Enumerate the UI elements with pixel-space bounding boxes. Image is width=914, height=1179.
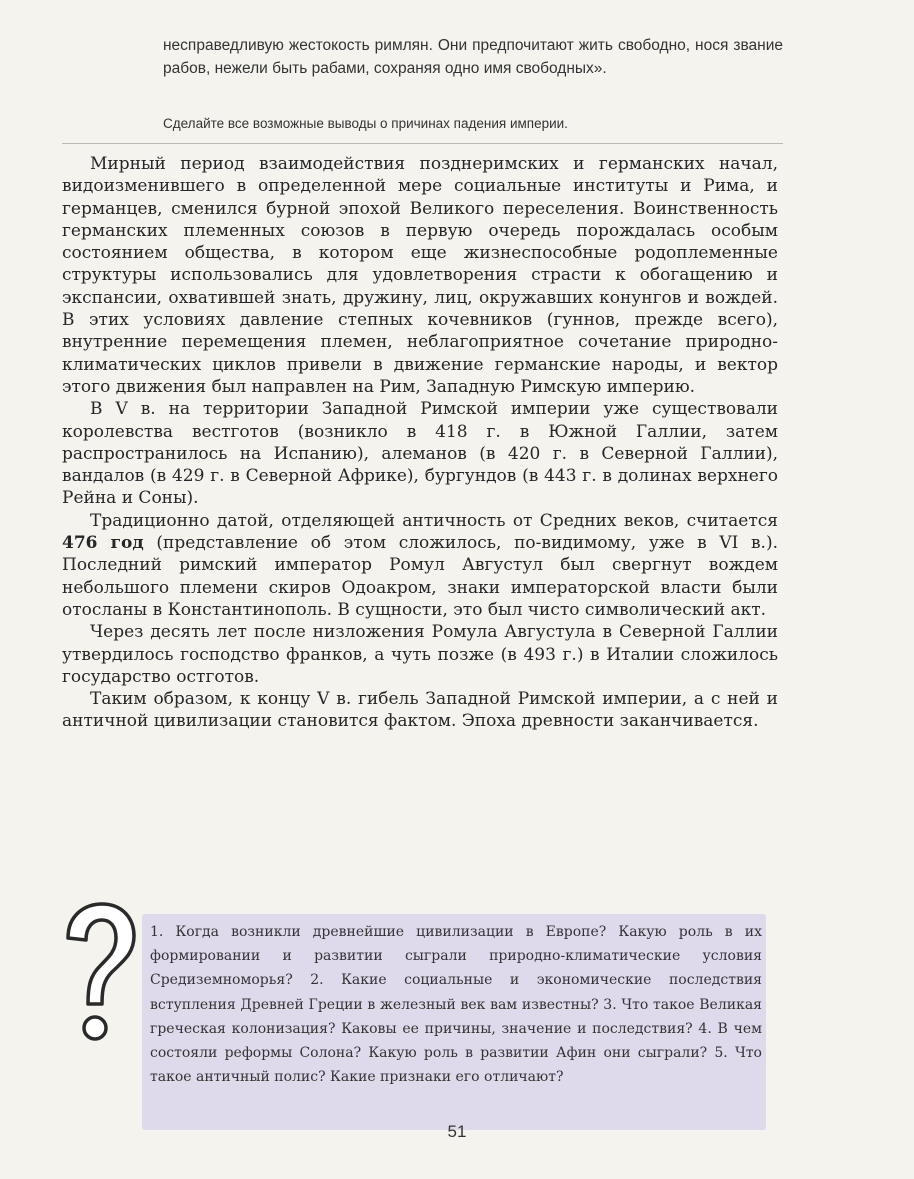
paragraph: В V в. на территории Западной Римской империи уже существовали королевства вестготов (возникло в 418 г. в Южной Галлии, затем распространилось на Испанию), алеманов (в 420 г. в Северной Галлии), вандалов (в 429 г. в Северной Африке), бургундов (в 443 г. в долинах верхнего Рейна и Соны). [62,399,778,509]
quote-excerpt [163,34,783,80]
question-mark-icon [58,900,138,1050]
main-text [62,153,778,733]
key-date: 476 год [62,533,144,554]
page-number: 51 [447,1122,467,1141]
quote-text: несправедливую жестокость римлян. Они предпочитают жить свободно, нося звание рабов, нежели быть рабами, сохраняя одно имя свободных». [163,37,783,77]
paragraph-text: (представление об этом сложилось, по-видимому, уже в VI в.). Последний римский император Ромул Августул был свергнут вождем небольшого племени скиров Одоакром, знаки императорской власти были отосланы в Константинополь. В сущности, это был чисто символический акт. [62,533,779,620]
paragraph: Мирный период взаимодействия позднеримских и германских начал, видоизменившего в определенной мере социальные институты и Рима, и германцев, сменился бурной эпохой Великого переселения. Воинственность германских племенных союзов в первую очередь порождалась особым состоянием общества, в котором еще жизнеспособные родоплеменные структуры использовались для удовлетворения страсти к обогащению и экспансии, охватившей знать, дружину, лиц, окружавших конунгов и вождей. В этих условиях давление степных кочевников (гуннов, прежде всего), внутренние перемещения племен, неблагоприятное сочетание природно-климатических циклов привели в движение германские народы, и вектор этого движения был направлен на Рим, Западную Римскую империю. [62,154,778,397]
paragraph-text: Традиционно датой, отделяющей античность от Средних веков, считается [90,510,778,531]
paragraph: Таким образом, к концу V в. гибель Западной Римской империи, а с ней и античной цивилизации становится фактом. Эпоха древности заканчивается. [62,689,778,732]
review-questions-box [142,914,766,1130]
paragraph: Через десять лет после низложения Ромула Августула в Северной Галлии утвердилось господство франков, а чуть позже (в 493 г.) в Италии сложилось государство остготов. [62,622,778,687]
paragraph [62,510,778,621]
task-instruction: Сделайте все возможные выводы о причинах падения империи. [163,116,568,131]
section-divider [62,143,783,144]
review-questions-text: 1. Когда возникли древнейшие цивилизации в Европе? Какую роль в их формировании и развитии сыграли природно-климатические условия Средиземноморья? 2. Какие социальные и экономические последствия вступления Древней Греции в железный век вам известны? 3. Что такое Великая греческая колонизация? Каковы ее причины, значение и последствия? 4. В чем состояли реформы Солона? Какую роль в развитии Афин они сыграли? 5. Что такое античный полис? Какие признаки его отличают? [150,924,762,1086]
